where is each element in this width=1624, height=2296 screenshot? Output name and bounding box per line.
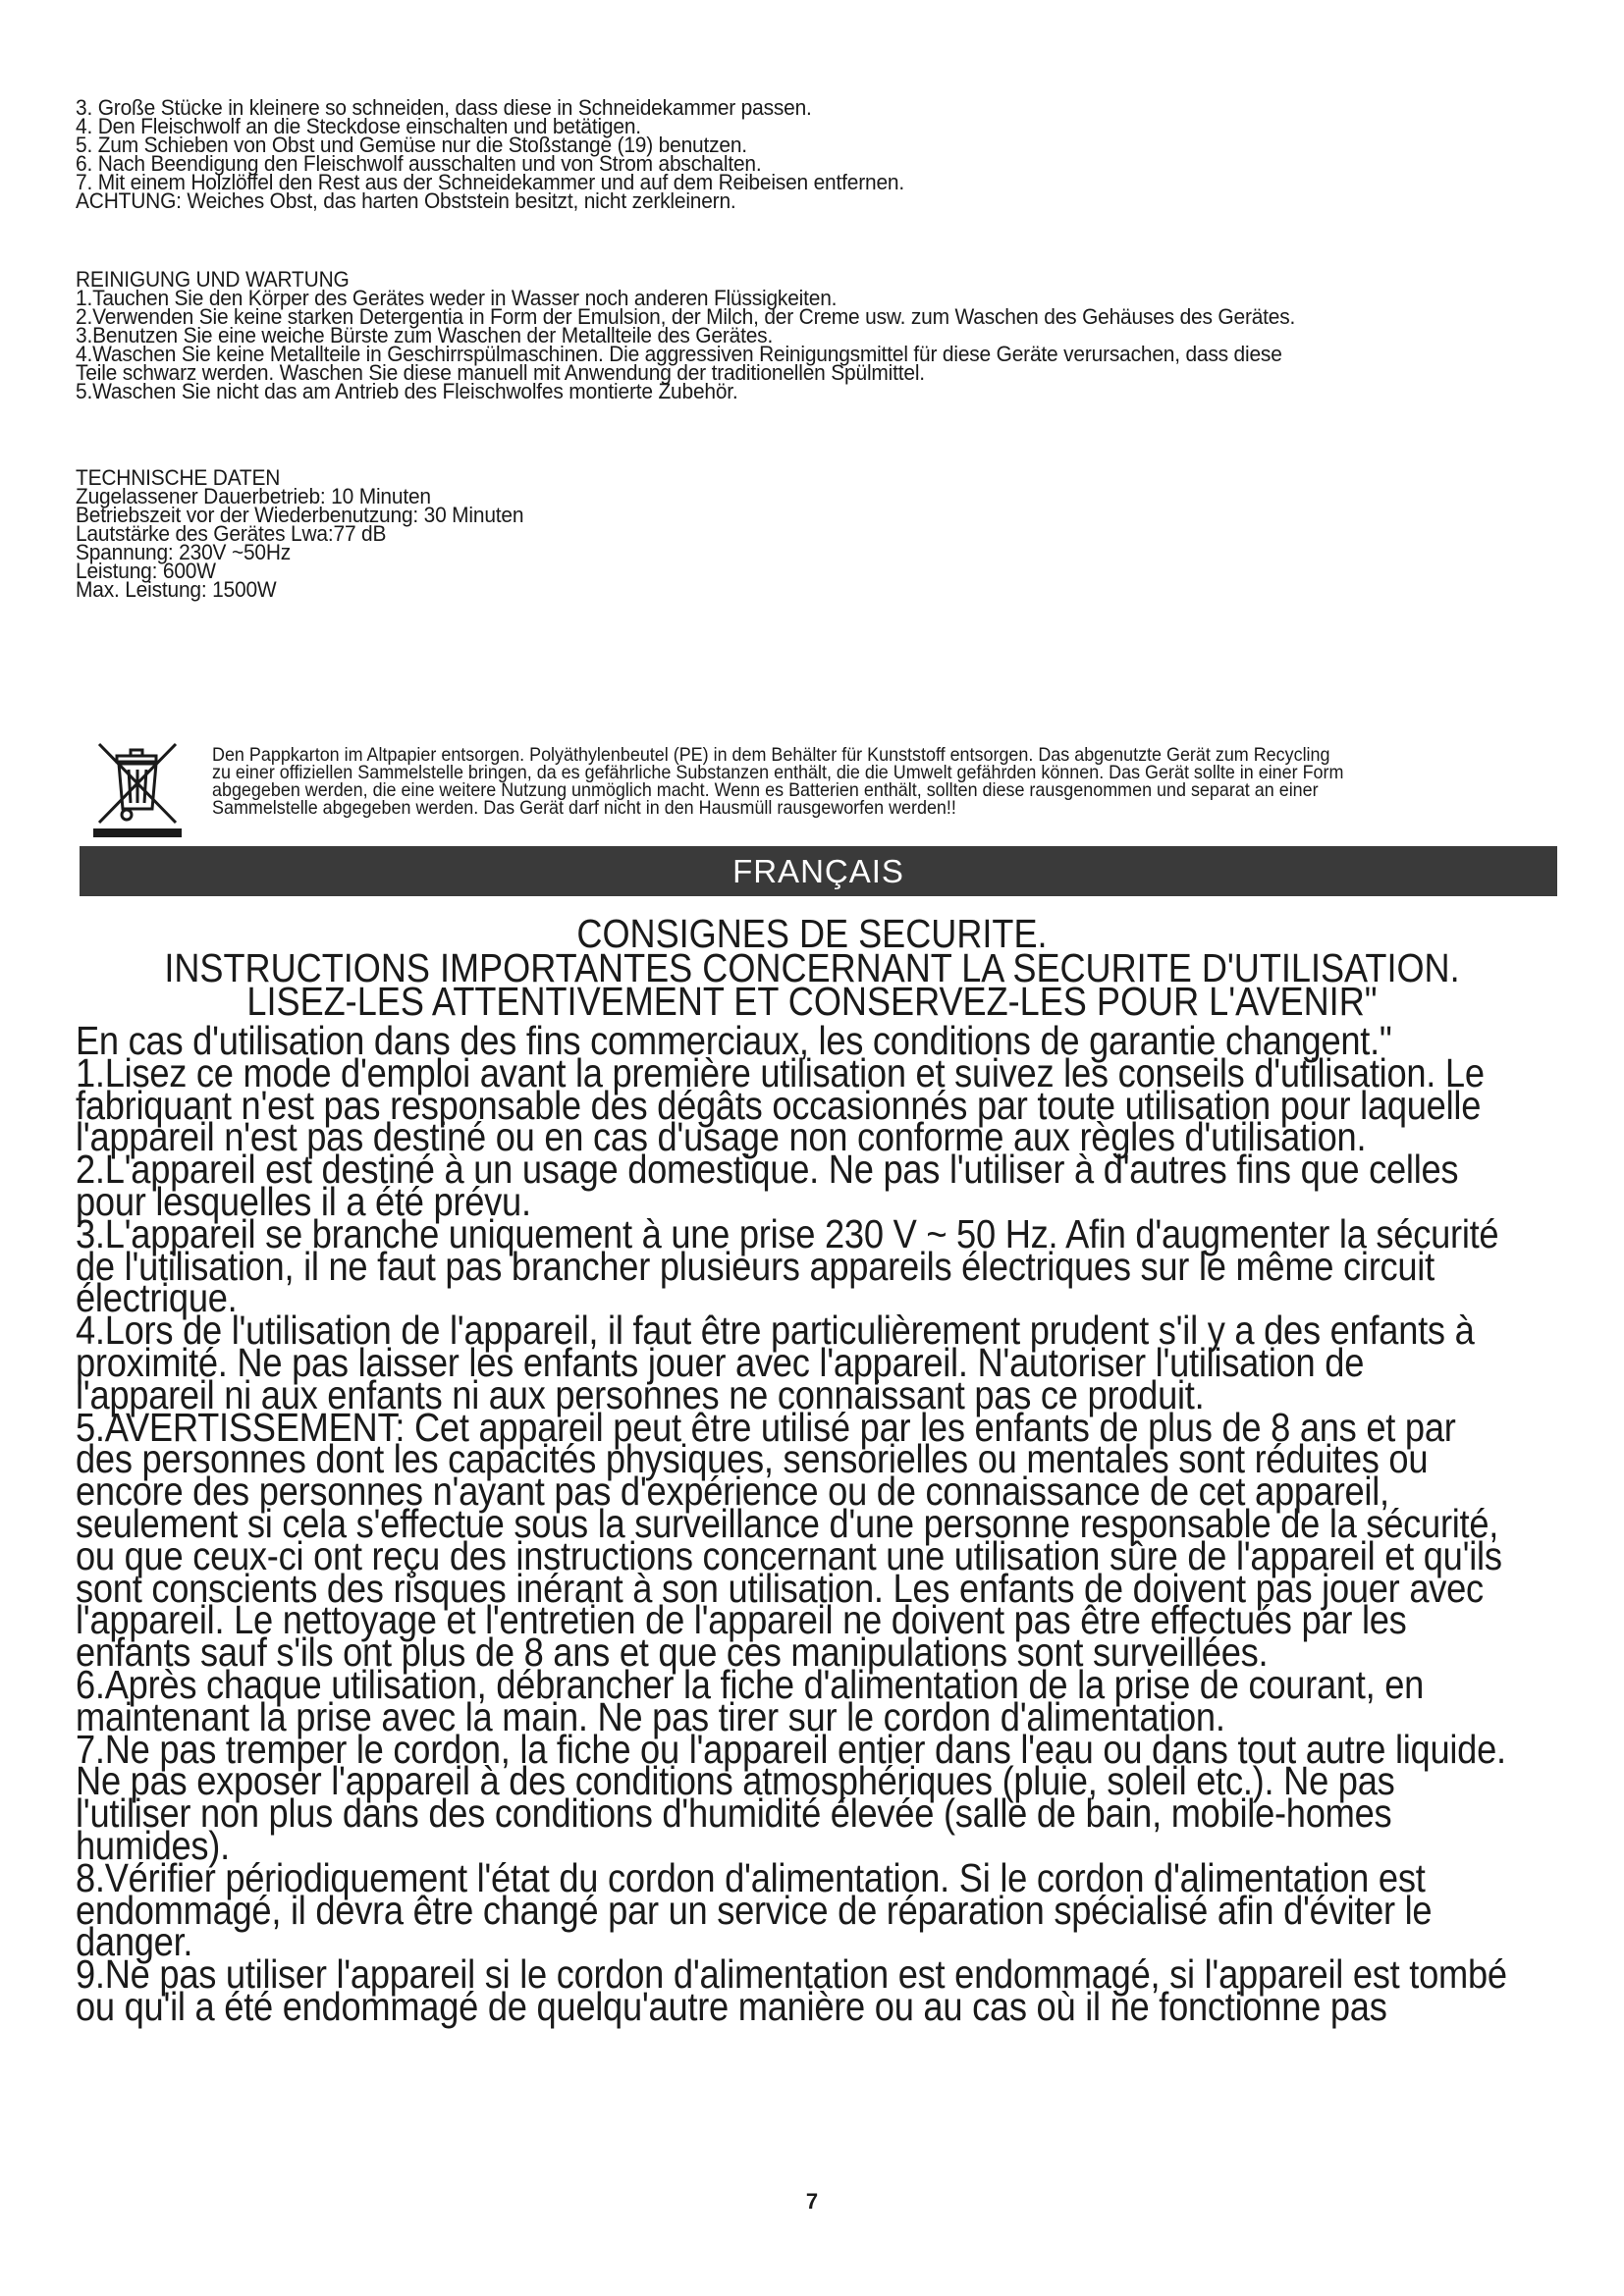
safety-title: CONSIGNES DE SECURITE. xyxy=(576,911,1048,956)
section-heading: TECHNISCHE DATEN xyxy=(76,465,281,490)
text-line: 8.Vérifier périodiquement l'état du cordon d'alimentation. Si le cordon d'alimentation est xyxy=(76,1854,1426,1900)
text-line: Sammelstelle abgegeben werden. Das Gerät darf nicht in den Hausmüll rausgeworfen werden!! xyxy=(212,797,956,819)
text-line: 4. Den Fleischwolf an die Steckdose einschalten und betätigen. xyxy=(76,114,641,138)
text-line: ACHTUNG: Weiches Obst, das harten Obststein besitzt, nicht zerkleinern. xyxy=(76,188,736,213)
text-line: 5.Waschen Sie nicht das am Antrieb des Fleischwolfes montierte Zubehör. xyxy=(76,379,738,403)
text-line: humides). xyxy=(76,1822,230,1868)
text-line: des personnes dont les capacités physiques, sensorielles ou mentales sont réduites ou xyxy=(76,1436,1429,1482)
text-line: endommagé, il devra être changé par un service de réparation spécialisé afin d'éviter le xyxy=(76,1887,1433,1933)
text-line: 5.AVERTISSEMENT: Cet appareil peut être utilisé par les enfants de plus de 8 ans et par xyxy=(76,1404,1456,1450)
crossed-out-wheelie-bin-icon xyxy=(83,734,191,842)
text-line: sont conscients des risques inérant à son utilisation. Les enfants de doivent pas jouer avec xyxy=(76,1565,1484,1611)
text-line: 3. Große Stücke in kleinere so schneiden, dass diese in Schneidekammer passen. xyxy=(76,95,812,120)
text-line: l'utiliser non plus dans des conditions d'humidité élevée (salle de bain, mobile-homes xyxy=(76,1790,1392,1837)
text-line: 2.Verwenden Sie keine starken Detergentia in Form der Emulsion, der Milch, der Creme usw. zum Waschen des Gehäuses des Gerätes. xyxy=(76,304,1296,329)
recycling-notice xyxy=(76,734,1568,842)
text-line: Spannung: 230V ~50Hz xyxy=(76,540,292,564)
section-heading: REINIGUNG UND WARTUNG xyxy=(76,267,350,292)
safety-subtitle: INSTRUCTIONS IMPORTANTES CONCERNANT LA SECURITE D'UTILISATION. xyxy=(164,945,1460,990)
technical-data-section xyxy=(76,465,1464,602)
text-line: Max. Leistung: 1500W xyxy=(76,577,277,602)
text-line: 1.Tauchen Sie den Körper des Gerätes weder in Wasser noch anderen Flüssigkeiten. xyxy=(76,286,838,310)
text-line: 3.Benutzen Sie eine weiche Bürste zum Waschen der Metallteile des Gerätes. xyxy=(76,323,774,347)
french-safety-instructions xyxy=(76,1018,1509,2029)
text-line: abgegeben werden, die eine weitere Nutzung unmöglich macht. Wenn es Batterien enthält, sollten diese rausgenommen und separat an einer xyxy=(212,779,1319,801)
text-line: Betriebszeit vor der Wiederbenutzung: 30 Minuten xyxy=(76,503,524,527)
text-line: ou qu'il a été endommagé de quelqu'autre manière ou au cas où il ne fonctionne pas xyxy=(76,1983,1387,2029)
text-line: Ne pas exposer l'appareil à des conditions atmosphériques (pluie, soleil etc.). Ne pas xyxy=(76,1758,1395,1804)
text-line: ou que ceux-ci ont reçu des instructions concernant une utilisation sûre de l'appareil et qu'ils xyxy=(76,1532,1502,1578)
text-line: danger. xyxy=(76,1919,193,1965)
recycling-text xyxy=(212,746,1621,817)
text-line: seulement si cela s'effectue sous la surveillance d'une personne responsable de la sécurité, xyxy=(76,1500,1499,1546)
text-line: pour lesquelles il a été prévu. xyxy=(76,1178,531,1224)
page-number: 7 xyxy=(805,2189,819,2214)
text-line: 5. Zum Schieben von Obst und Gemüse nur die Stoßstange (19) benutzen. xyxy=(76,133,747,157)
text-line: proximité. Ne pas laisser les enfants jouer avec l'appareil. N'autoriser l'utilisation de xyxy=(76,1339,1365,1385)
text-line: 4.Waschen Sie keine Metallteile in Geschirrspülmaschinen. Die aggressiven Reinigungsmittel für diese Geräte verursachen, dass diese xyxy=(76,342,1282,366)
german-usage-steps xyxy=(76,95,1464,213)
text-line: l'appareil ni aux enfants ni aux personnes ne connaissant pas ce produit. xyxy=(76,1371,1205,1417)
text-line: l'appareil n'est pas destiné ou en cas d'usage non conforme aux règles d'utilisation. xyxy=(76,1114,1367,1160)
text-line: 2.L'appareil est destiné à un usage domestique. Ne pas l'utiliser à d'autres fins que celles xyxy=(76,1147,1459,1193)
text-line: 7.Ne pas tremper le cordon, la fiche ou l'appareil entier dans l'eau ou dans tout autre liquide. xyxy=(76,1726,1506,1772)
text-line: maintenant la prise avec la main. Ne pas tirer sur le cordon d'alimentation. xyxy=(76,1693,1225,1739)
text-line: 4.Lors de l'utilisation de l'appareil, il faut être particulièrement prudent s'il y a des enfants à xyxy=(76,1308,1475,1354)
text-line: encore des personnes n'ayant pas d'expérience ou de connaissance de cet appareil, xyxy=(76,1468,1389,1515)
cleaning-section xyxy=(76,267,1464,403)
text-line: Zugelassener Dauerbetrieb: 10 Minuten xyxy=(76,484,431,508)
safety-subtitle: LISEZ-LES ATTENTIVEMENT ET CONSERVEZ-LES POUR L'AVENIR" xyxy=(246,979,1378,1024)
text-line: Den Pappkarton im Altpapier entsorgen. Polyäthylenbeutel (PE) in dem Behälter für Kunststoff entsorgen. Das abgenutzte Gerät zum Recycling xyxy=(212,744,1330,766)
text-line: électrique. xyxy=(76,1275,238,1321)
text-line: 6. Nach Beendigung den Fleischwolf ausschalten und von Strom abschalten. xyxy=(76,151,762,176)
text-line: fabriquant n'est pas responsable des dégâts occasionnés par toute utilisation pour laquelle xyxy=(76,1082,1482,1128)
text-line: 7. Mit einem Holzlöffel den Rest aus der Schneidekammer und auf dem Reibeisen entfernen. xyxy=(76,170,904,194)
text-line: 3.L'appareil se branche uniquement à une prise 230 V ~ 50 Hz. Afin d'augmenter la sécurité xyxy=(76,1210,1499,1256)
text-line: zu einer offiziellen Sammelstelle bringen, da es gefährliche Substanzen enthält, die die Umwelt gefährden können. Das Gerät sollte in einer Form xyxy=(212,762,1344,783)
text-line: enfants sauf s'ils ont plus de 8 ans et que ces manipulations sont surveillées. xyxy=(76,1629,1269,1676)
language-section-bar: FRANÇAIS xyxy=(80,846,1557,896)
text-line: 6.Après chaque utilisation, débrancher la fiche d'alimentation de la prise de courant, en xyxy=(76,1661,1425,1707)
text-line: l'appareil. Le nettoyage et l'entretien de l'appareil ne doivent pas être effectués par les xyxy=(76,1597,1407,1643)
text-line: En cas d'utilisation dans des fins commerciaux, les conditions de garantie changent." xyxy=(76,1018,1392,1063)
text-line: de l'utilisation, il ne faut pas brancher plusieurs appareils électriques sur le même circuit xyxy=(76,1243,1435,1289)
text-line: Lautstärke des Gerätes Lwa:77 dB xyxy=(76,521,387,546)
text-line: Leistung: 600W xyxy=(76,559,216,583)
text-line: 1.Lisez ce mode d'emploi avant la première utilisation et suivez les conseils d'utilisation. Le xyxy=(76,1049,1485,1095)
text-line: 9.Ne pas utiliser l'appareil si le cordon d'alimentation est endommagé, si l'appareil est tombé xyxy=(76,1951,1507,1998)
text-line: Teile schwarz werden. Waschen Sie diese manuell mit Anwendung der traditionellen Spülmittel. xyxy=(76,360,925,385)
